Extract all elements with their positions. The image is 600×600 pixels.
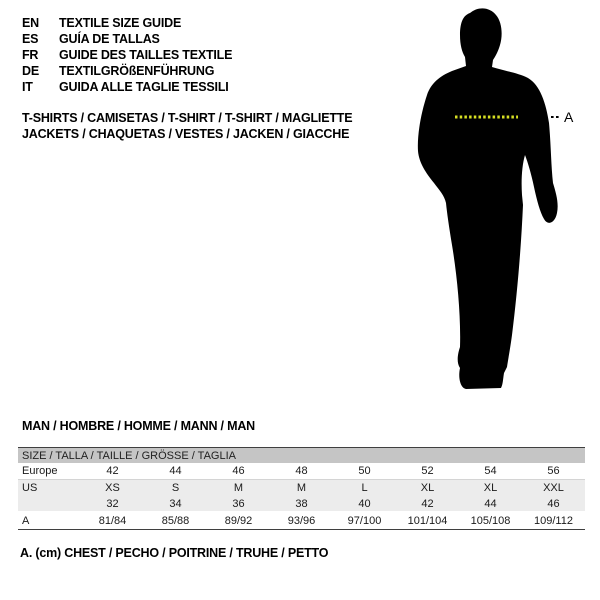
- man-silhouette: [418, 8, 558, 389]
- language-row: [22, 31, 232, 47]
- cell: 54: [459, 463, 522, 480]
- row-label: US: [18, 480, 81, 497]
- cell: M: [270, 480, 333, 497]
- cell: 85/88: [161, 514, 190, 527]
- table-row-intl: [18, 496, 585, 512]
- cell: 109/112: [534, 514, 573, 527]
- language-list: [22, 15, 232, 95]
- cell: 32: [81, 496, 144, 512]
- cell: 36: [207, 496, 270, 512]
- cell: 44: [459, 496, 522, 512]
- man-silhouette-svg: [400, 5, 578, 403]
- section-title-man: MAN / HOMBRE / HOMME / MANN / MAN: [22, 419, 255, 433]
- language-row: [22, 47, 232, 63]
- language-code: EN: [22, 16, 39, 30]
- cell: M: [207, 480, 270, 497]
- size-table-header: SIZE / TALLA / TAILLE / GRÖSSE / TAGLIA: [18, 448, 585, 464]
- size-table-header-row: [18, 448, 585, 464]
- cell: 34: [144, 496, 207, 512]
- cell: 42: [396, 496, 459, 512]
- table-row-a-chest: [18, 512, 585, 530]
- measure-a-label: A: [564, 109, 574, 125]
- cell: L: [333, 480, 396, 497]
- measure-a-footnote: A. (cm) CHEST / PECHO / POITRINE / TRUHE / PETTO: [20, 546, 329, 560]
- row-label: [18, 496, 81, 512]
- language-title: TEXTILGRÖßENFÜHRUNG: [59, 64, 215, 78]
- cell: 46: [522, 496, 585, 512]
- cell: 48: [270, 463, 333, 480]
- language-row: [22, 63, 232, 79]
- cell: S: [144, 480, 207, 497]
- table-row-europe: [18, 463, 585, 480]
- cell: 38: [270, 496, 333, 512]
- cell: 97/100: [347, 514, 382, 527]
- category-line-jackets: JACKETS / CHAQUETAS / VESTES / JACKEN / GIACCHE: [22, 127, 350, 141]
- row-label: Europe: [18, 463, 81, 480]
- language-code: ES: [22, 32, 39, 46]
- language-row: [22, 79, 232, 95]
- cell: 44: [144, 463, 207, 480]
- size-table: [18, 447, 585, 530]
- cell: 40: [333, 496, 396, 512]
- cell: 89/92: [224, 514, 253, 527]
- cell: 105/108: [470, 514, 511, 527]
- cell: 46: [207, 463, 270, 480]
- table-row-us: [18, 480, 585, 497]
- cell: 101/104: [407, 514, 448, 527]
- language-code: IT: [22, 80, 33, 94]
- man-silhouette-figure: [400, 5, 578, 403]
- cell: 50: [333, 463, 396, 480]
- cell: 93/96: [287, 514, 316, 527]
- cell: XL: [396, 480, 459, 497]
- language-code: FR: [22, 48, 39, 62]
- language-row: [22, 15, 232, 31]
- language-title: GUIDA ALLE TAGLIE TESSILI: [59, 80, 229, 94]
- row-label: A: [22, 514, 30, 527]
- category-line-tshirts: T-SHIRTS / CAMISETAS / T-SHIRT / T-SHIRT / MAGLIETTE: [22, 111, 353, 125]
- cell: 42: [81, 463, 144, 480]
- cell: 81/84: [98, 514, 127, 527]
- garment-categories: [22, 110, 352, 142]
- cell: 52: [396, 463, 459, 480]
- language-title: GUÍA DE TALLAS: [59, 32, 160, 46]
- cell: XL: [459, 480, 522, 497]
- cell: XXL: [522, 480, 585, 497]
- cell: 56: [522, 463, 585, 480]
- cell: XS: [81, 480, 144, 497]
- language-title: GUIDE DES TAILLES TEXTILE: [59, 48, 233, 62]
- language-code: DE: [22, 64, 39, 78]
- language-title: TEXTILE SIZE GUIDE: [59, 16, 182, 30]
